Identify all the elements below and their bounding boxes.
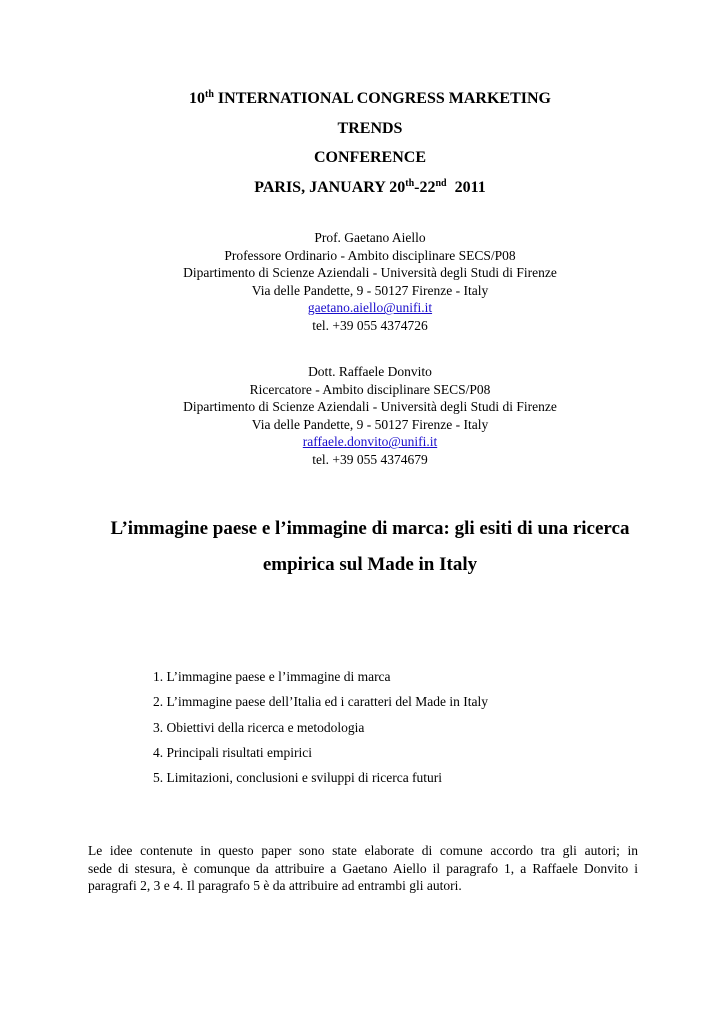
paper-title-line-2: empirica sul Made in Italy [262, 554, 478, 575]
note-line-3: paragrafi 2, 3 e 4. Il paragrafo 5 è da attribuire ad entrambi gli autori. [88, 878, 462, 894]
toc-item: 3. Obiettivi della ricerca e metodologia [153, 719, 365, 735]
toc-item: 2. L’immagine paese dell’Italia ed i caratteri del Made in Italy [153, 694, 488, 710]
author-email-link[interactable]: gaetano.aiello@unifi.it [307, 300, 433, 316]
author-address: Via delle Pandette, 9 - 50127 Firenze - Italy [251, 282, 489, 298]
toc-item: 5. Limitazioni, conclusioni e sviluppi di ricerca futuri [153, 770, 443, 786]
author-block-aiello [0, 229, 724, 335]
toc-item: 4. Principali risultati empirici [153, 744, 312, 760]
author-phone: tel. +39 055 4374726 [312, 317, 428, 333]
author-department: Dipartimento di Scienze Aziendali - Università degli Studi di Firenze [183, 265, 557, 281]
table-of-contents [153, 664, 488, 790]
authorship-note [88, 842, 638, 895]
conference-line-4: PARIS, JANUARY 20th-22nd 2011 [254, 177, 486, 196]
author-department: Dipartimento di Scienze Aziendali - Università degli Studi di Firenze [183, 399, 557, 415]
author-phone: tel. +39 055 4374679 [312, 451, 428, 467]
author-block-donvito [0, 363, 724, 469]
author-address: Via delle Pandette, 9 - 50127 Firenze - Italy [251, 416, 489, 432]
author-role: Ricercatore - Ambito disciplinare SECS/P08 [249, 381, 491, 397]
conference-line-3: CONFERENCE [313, 149, 426, 166]
author-role: Professore Ordinario - Ambito disciplinare SECS/P08 [224, 247, 516, 263]
author-name: Dott. Raffaele Donvito [308, 364, 432, 379]
conference-heading [0, 84, 724, 202]
conference-line-2: TRENDS [337, 119, 403, 137]
author-name: Prof. Gaetano Aiello [314, 230, 426, 245]
note-line-2: sede di stesura, è comunque da attribuire a Gaetano Aiello il paragrafo 1, a Raffaele Donvito i [88, 860, 638, 876]
note-line-1: Le idee contenute in questo paper sono state elaborate di comune accordo tra gli autori; in [88, 843, 638, 858]
author-email-link[interactable]: raffaele.donvito@unifi.it [302, 434, 438, 450]
paper-title-line-1: L’immagine paese e l’immagine di marca: gli esiti di una ricerca [110, 518, 630, 539]
toc-item: 1. L’immagine paese e l’immagine di marca [153, 669, 391, 684]
conference-line-1: 10th INTERNATIONAL CONGRESS MARKETING [189, 89, 551, 107]
paper-title [0, 511, 724, 583]
